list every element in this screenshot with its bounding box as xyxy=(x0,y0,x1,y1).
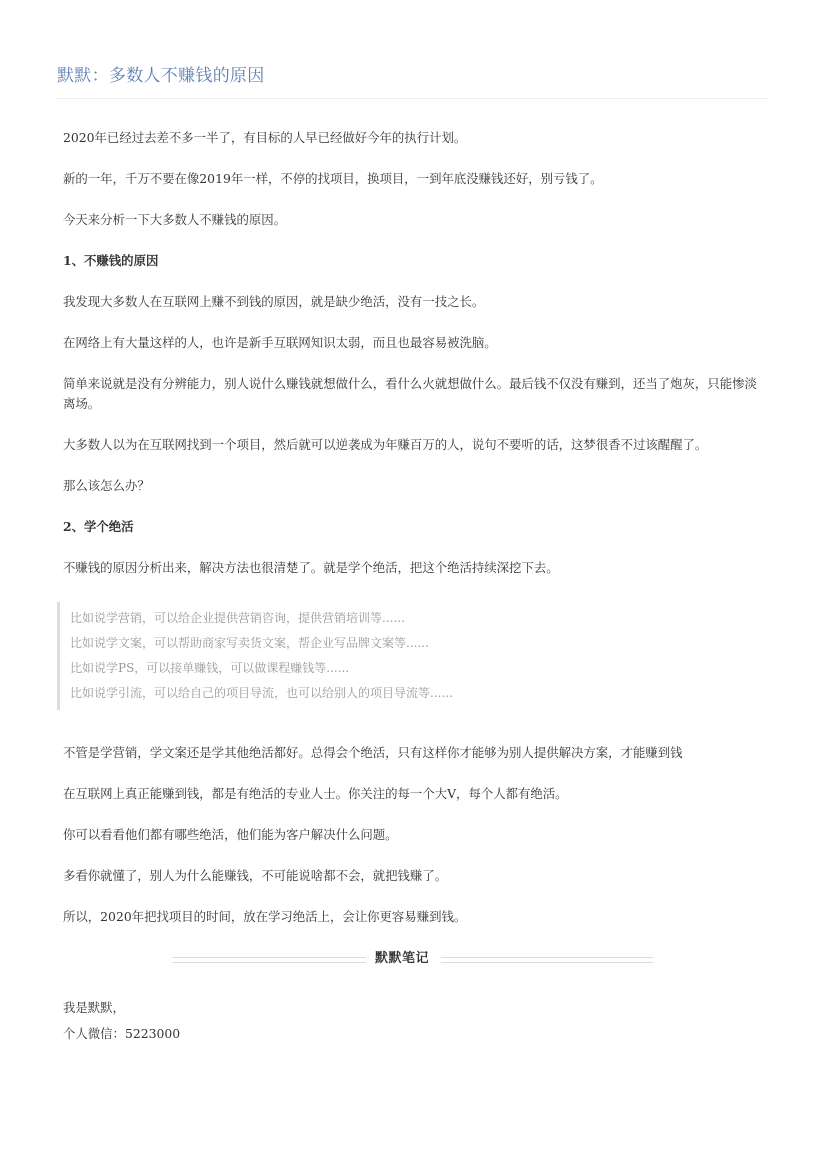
signature-divider xyxy=(63,948,763,972)
section-heading: 1、不赚钱的原因 xyxy=(63,253,159,268)
paragraph: 简单来说就是没有分辨能力，别人说什么赚钱就想做什么，看什么火就想做什么。最后钱不仅没有赚到，还当了炮灰，只能惨淡离场。 xyxy=(63,376,757,411)
paragraph: 多看你就懂了，别人为什么能赚钱，不可能说啥都不会，就把钱赚了。 xyxy=(63,868,448,883)
section-heading: 2、学个绝活 xyxy=(63,519,134,534)
paragraph: 今天来分析一下大多数人不赚钱的原因。 xyxy=(63,212,287,227)
author-footer xyxy=(63,998,763,1044)
quote-line: 比如说学PS，可以接单赚钱，可以做课程赚钱等...... xyxy=(70,661,350,675)
signature-label: 默默笔记 xyxy=(375,951,430,966)
blockquote xyxy=(57,602,763,710)
quote-line: 比如说学引流，可以给自己的项目导流，也可以给别人的项目导流等...... xyxy=(70,686,453,700)
paragraph: 我发现大多数人在互联网上赚不到钱的原因，就是缺少绝活，没有一技之长。 xyxy=(63,294,485,309)
paragraph: 2020年已经过去差不多一半了，有目标的人早已经做好今年的执行计划。 xyxy=(63,130,467,145)
paragraph: 所以，2020年把找项目的时间，放在学习绝活上，会让你更容易赚到钱。 xyxy=(63,909,467,924)
paragraph: 那么该怎么办？ xyxy=(63,478,150,493)
paragraph: 在互联网上真正能赚到钱，都是有绝活的专业人士。你关注的每一个大V，每个人都有绝活。 xyxy=(63,786,568,801)
quote-line: 比如说学文案，可以帮助商家写卖货文案，帮企业写品牌文案等...... xyxy=(70,636,429,650)
paragraph: 不管是学营销，学文案还是学其他绝活都好。总得会个绝活，只有这样你才能够为别人提供解决方案，才能赚到钱 xyxy=(63,745,683,760)
divider-line-left xyxy=(172,957,366,963)
paragraph: 新的一年，千万不要在像2019年一样，不停的找项目，换项目，一到年底没赚钱还好，别亏钱了。 xyxy=(63,171,603,186)
paragraph: 不赚钱的原因分析出来，解决方法也很清楚了。就是学个绝活，把这个绝活持续深挖下去。 xyxy=(63,560,559,575)
quote-line: 比如说学营销，可以给企业提供营销咨询，提供营销培训等...... xyxy=(70,611,405,625)
paragraph: 你可以看看他们都有哪些绝活，他们能为客户解决什么问题。 xyxy=(63,827,398,842)
divider-line-right xyxy=(441,957,653,963)
title-divider xyxy=(57,98,769,99)
article-title: 默默：多数人不赚钱的原因 xyxy=(57,66,265,86)
footer-line: 个人微信：5223000 xyxy=(63,1026,181,1041)
paragraph: 大多数人以为在互联网找到一个项目，然后就可以逆袭成为年赚百万的人，说句不要听的话，这梦很香不过该醒醒了。 xyxy=(63,437,708,452)
paragraph: 在网络上有大量这样的人，也许是新手互联网知识太弱，而且也最容易被洗脑。 xyxy=(63,335,497,350)
footer-line: 我是默默， xyxy=(63,1000,125,1015)
article-body xyxy=(63,128,763,1050)
